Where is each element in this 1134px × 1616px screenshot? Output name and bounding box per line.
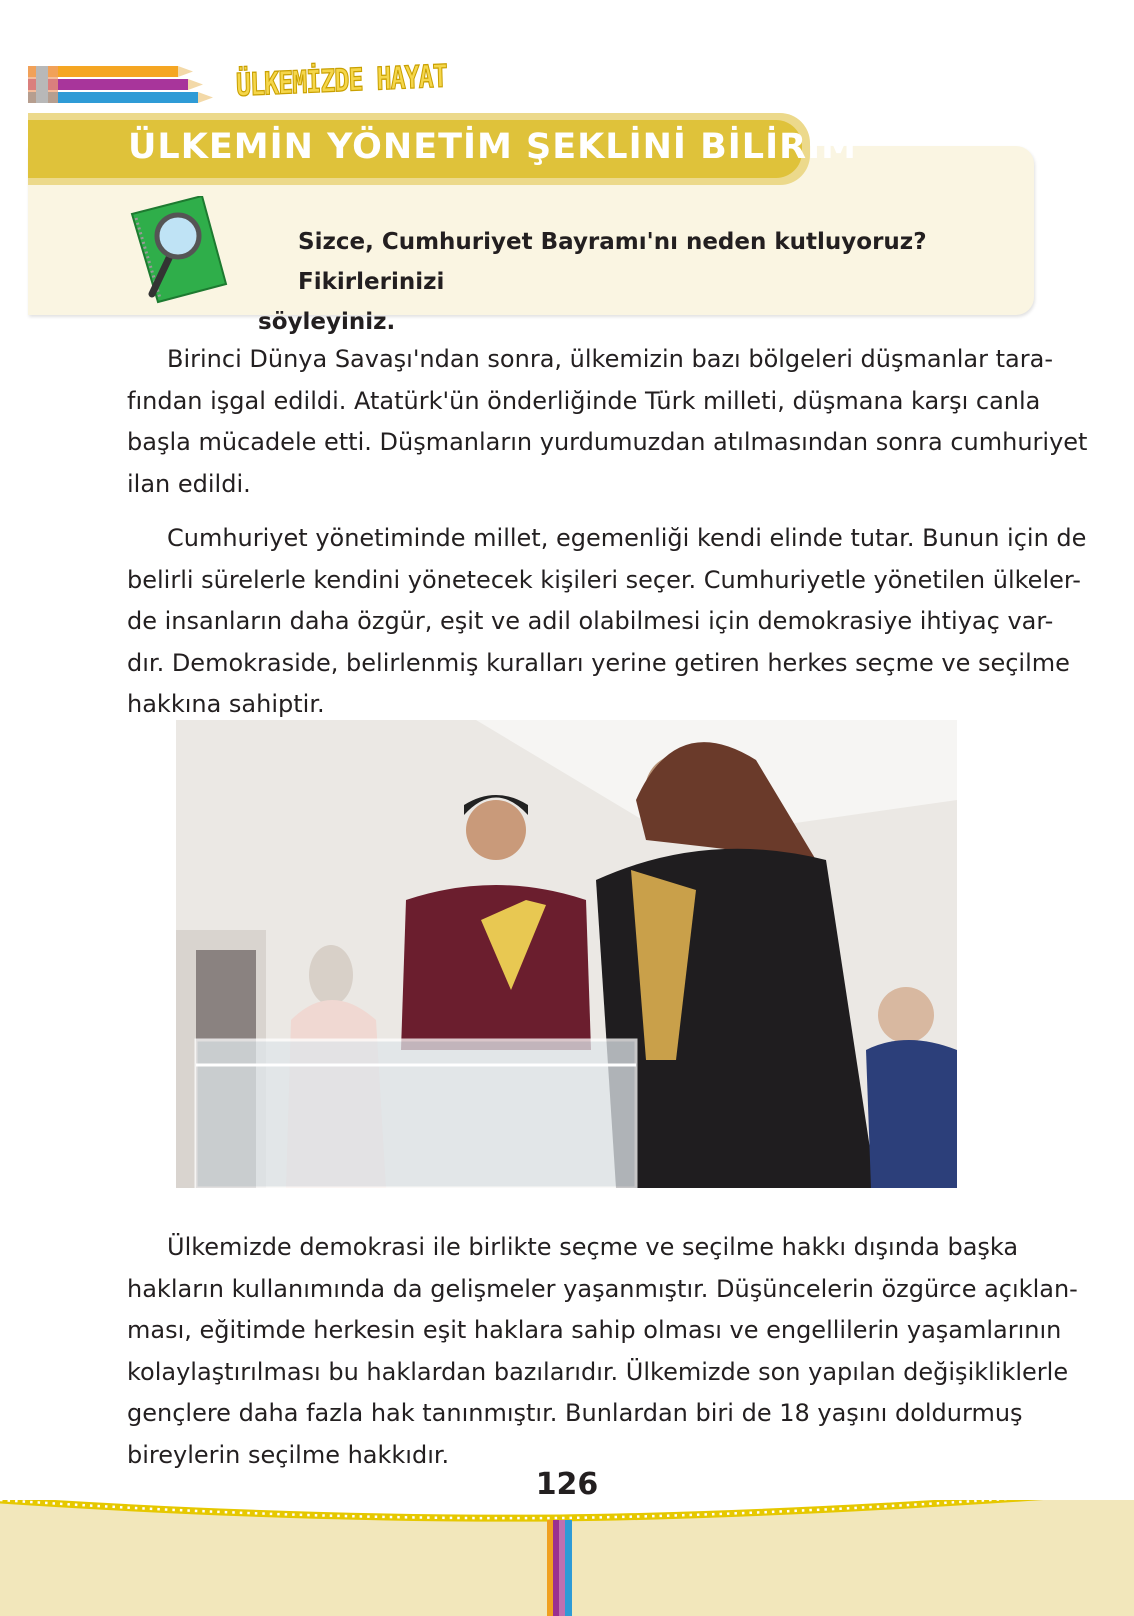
text-line: Ülkemizde demokrasi ile birlikte seçme ve seçilme hakkı dışında başka — [167, 1233, 1019, 1261]
text-line: ması, eğitimde herkesin eşit haklara sahip olması ve engellilerin yaşamlarının — [127, 1316, 1062, 1344]
voting-photo — [176, 720, 957, 1188]
text-line: de insanların daha özgür, eşit ve adil olabilmesi için demokrasiye ihtiyaç var- — [127, 607, 1054, 635]
text-line: Cumhuriyet yönetiminde millet, egemenliği kendi elinde tutar. Bunun için de — [167, 524, 1087, 552]
text-line: ilan edildi. — [127, 469, 251, 498]
paragraph-2 — [127, 518, 1087, 726]
text-line: hakların kullanımında da gelişmeler yaşanmıştır. Düşüncelerin özgürce açıklan- — [127, 1274, 1078, 1303]
text-line: hakkına sahiptir. — [127, 690, 325, 718]
text-line: gençlere daha fazla hak tanınmıştır. Bunlardan biri de 18 yaşını doldurmuş — [127, 1399, 1023, 1427]
question-line: söyleyiniz. — [258, 309, 396, 335]
text-line: bireylerin seçilme hakkıdır. — [127, 1440, 450, 1469]
series-title: ÜLKEMİZDE HAYAT — [235, 57, 448, 104]
text-line: başla mücadele etti. Düşmanların yurdumuzdan atılmasından sonra cumhuriyet — [127, 428, 1088, 456]
paragraph-1 — [127, 339, 1088, 505]
question-line: Sizce, Cumhuriyet Bayramı'nı neden kutluyoruz? Fikirlerinizi — [298, 229, 927, 295]
text-line: kolaylaştırılması bu haklardan bazılarıdır. Ülkemizde son yapılan değişikliklerle — [127, 1357, 1069, 1386]
pencils-icon — [28, 66, 218, 106]
discussion-question — [258, 222, 998, 342]
text-line: belirli sürelerle kendini yönetecek kişileri seçer. Cumhuriyetle yönetilen ülkeler- — [127, 565, 1081, 594]
paragraph-3 — [127, 1227, 1078, 1476]
text-line: Birinci Dünya Savaşı'ndan sonra, ülkemizin bazı bölgeleri düşmanlar tara- — [167, 345, 1053, 373]
text-line: fından işgal edildi. Atatürk'ün önderliğinde Türk milleti, düşmana karşı canla — [127, 386, 1041, 415]
page-title: ÜLKEMİN YÖNETİM ŞEKLİNİ BİLİRİM — [128, 127, 857, 167]
page-number: 126 — [535, 1467, 599, 1502]
text-line: dır. Demokraside, belirlenmiş kuralları yerine getiren herkes seçme ve seçilme — [127, 648, 1070, 677]
notebook-magnifier-icon — [130, 196, 238, 304]
footer-decoration — [0, 1500, 1134, 1616]
